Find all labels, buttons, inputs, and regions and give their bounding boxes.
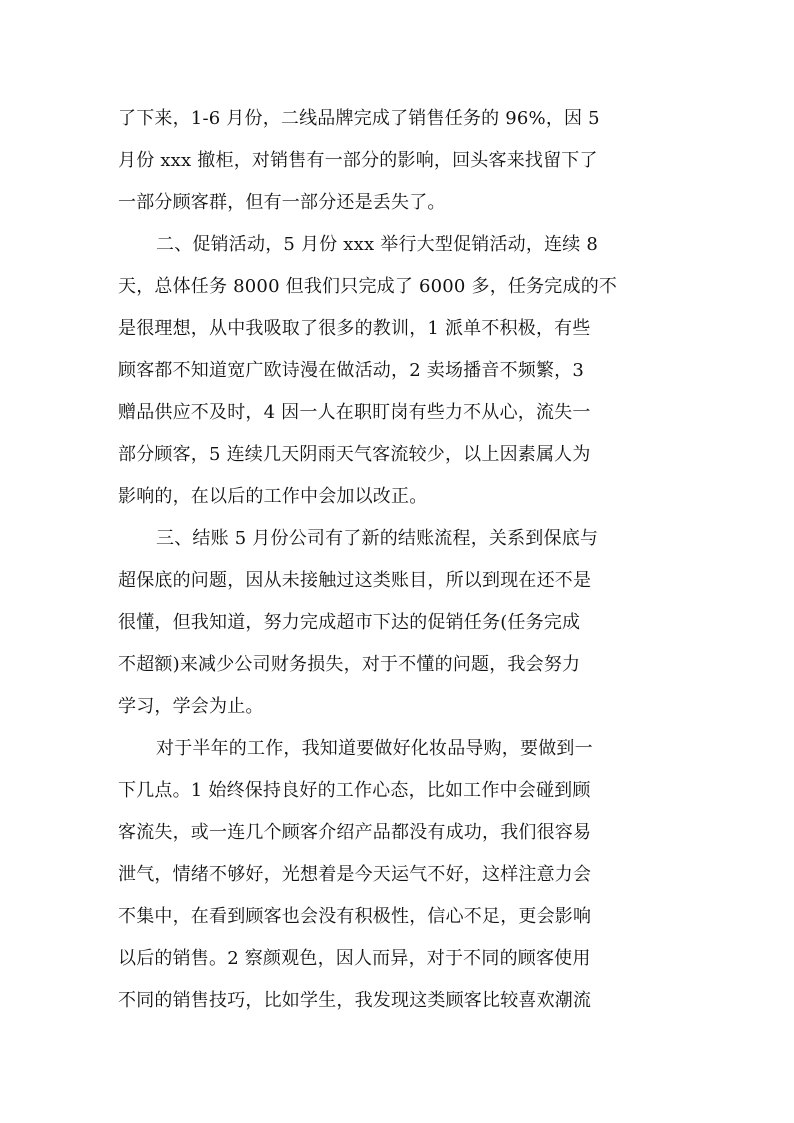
text-line: 赠品供应不及时，4 因一人在职盯岗有些力不从心，流失一: [118, 402, 591, 423]
text-line: 一部分顾客群，但有一部分还是丢失了。: [118, 192, 446, 213]
text-line: 月份 xxx 撤柜，对销售有一部分的影响，回头客来找留下了: [118, 150, 598, 171]
text-line: 客流失，或一连几个顾客介绍产品都没有成功，我们很容易: [118, 822, 592, 843]
text-line: 不同的销售技巧，比如学生，我发现这类顾客比较喜欢潮流: [118, 990, 592, 1011]
text-line: 了下来，1-6 月份，二线品牌完成了销售任务的 96%，因 5: [118, 108, 600, 129]
text-line: 顾客都不知道宽广欧诗漫在做活动，2 卖场播音不频繁，3: [118, 360, 585, 381]
paragraph-heading-line: 二、促销活动，5 月份 xxx 举行大型促销活动，连续 8: [156, 234, 599, 255]
paragraph-heading-line: 对于半年的工作，我知道要做好化妆品导购，要做到一: [156, 738, 593, 759]
text-line: 下几点。1 始终保持良好的工作心态，比如工作中会碰到顾: [118, 780, 591, 801]
text-line: 影响的，在以后的工作中会加以改正。: [118, 486, 428, 507]
text-line: 天，总体任务 8000 但我们只完成了 6000 多，任务完成的不: [118, 276, 618, 297]
text-line: 泄气，情绪不够好，光想着是今天运气不好，这样注意力会: [118, 864, 592, 885]
text-line: 部分顾客，5 连续几天阴雨天气客流较少，以上因素属人为: [118, 444, 591, 465]
text-line: 超保底的问题，因从未接触过这类账目，所以到现在还不是: [118, 570, 592, 591]
text-line: 很懂，但我知道，努力完成超市下达的促销任务(任务完成: [118, 612, 581, 633]
text-line: 是很理想，从中我吸取了很多的教训，1 派单不积极，有些: [118, 318, 591, 339]
document-body: [118, 98, 678, 1022]
text-line: 学习，学会为止。: [118, 696, 264, 717]
text-line: 以后的销售。2 察颜观色，因人而异，对于不同的顾客使用: [118, 948, 591, 969]
text-line: 不超额)来减少公司财务损失，对于不懂的问题，我会努力: [118, 654, 581, 675]
text-line: 不集中，在看到顾客也会没有积极性，信心不足，更会影响: [118, 906, 592, 927]
paragraph-heading-line: 三、结账 5 月份公司有了新的结账流程，关系到保底与: [156, 528, 599, 549]
